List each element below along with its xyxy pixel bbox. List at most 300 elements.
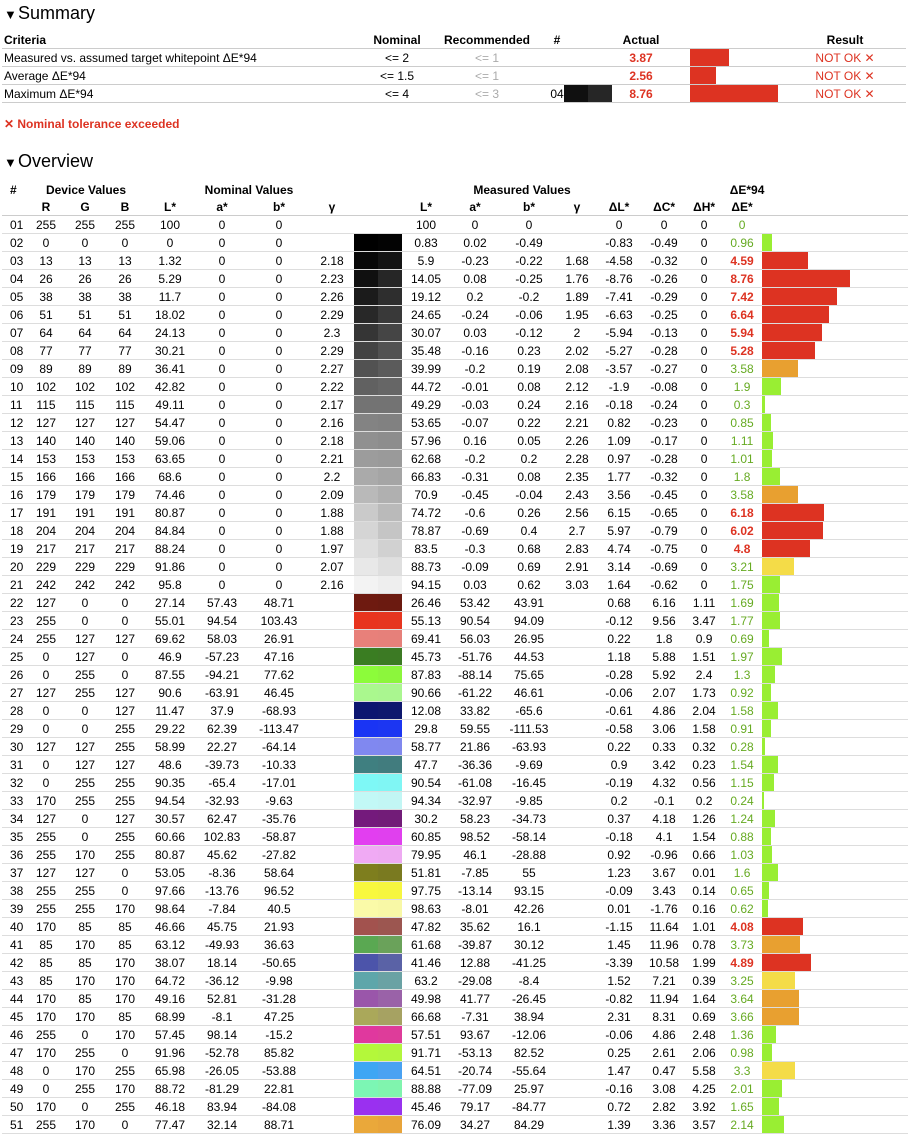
delta-e-bar-cell — [762, 738, 852, 756]
delta-e-bar-cell — [762, 486, 852, 504]
nominal-swatch — [354, 882, 378, 899]
delta-c-cell: -0.28 — [642, 342, 686, 360]
measured-a-cell: 93.67 — [450, 1026, 500, 1044]
nominal-swatch — [354, 684, 378, 701]
measured-b-cell: -9.69 — [500, 756, 558, 774]
device-b-cell: 255 — [106, 828, 144, 846]
delta-e-bar-cell — [762, 270, 852, 288]
nominal-l-cell: 91.96 — [144, 1044, 196, 1062]
measured-l-cell: 63.2 — [402, 972, 450, 990]
measured-a-cell: 0.2 — [450, 288, 500, 306]
delta-c-cell: 9.56 — [642, 612, 686, 630]
nominal-gamma-cell — [310, 216, 354, 234]
nominal-gamma-cell — [310, 864, 354, 882]
nominal-l-cell: 80.87 — [144, 846, 196, 864]
nominal-b-cell: -15.2 — [248, 1026, 310, 1044]
delta-e-bar-cell — [762, 792, 852, 810]
delta-e-cell: 0.88 — [722, 828, 762, 846]
delta-e-bar — [762, 810, 774, 827]
patch-number-cell: 01 — [2, 216, 28, 234]
overview-row — [2, 864, 908, 882]
device-g-cell: 255 — [64, 666, 106, 684]
device-b-cell: 127 — [106, 756, 144, 774]
delta-c-cell: 3.08 — [642, 1080, 686, 1098]
delta-l-cell: -1.9 — [596, 378, 642, 396]
color-swatch — [354, 918, 402, 936]
delta-e-cell: 3.3 — [722, 1062, 762, 1080]
nominal-gamma-cell — [310, 1116, 354, 1134]
measured-swatch — [378, 378, 402, 395]
criteria-cell: Measured vs. assumed target whitepoint ΔE*94 — [2, 49, 362, 67]
delta-h-cell: 0 — [686, 468, 722, 486]
measured-a-cell: -0.6 — [450, 504, 500, 522]
measured-a-cell: -0.2 — [450, 450, 500, 468]
delta-l-cell: 0.68 — [596, 594, 642, 612]
delta-e-bar-cell — [762, 1062, 852, 1080]
overview-row — [2, 504, 908, 522]
measured-l-cell: 24.65 — [402, 306, 450, 324]
delta-c-cell: 3.42 — [642, 756, 686, 774]
color-swatch — [354, 846, 402, 864]
nominal-swatch — [354, 990, 378, 1007]
measured-a-cell: -8.01 — [450, 900, 500, 918]
device-b-cell: 0 — [106, 1116, 144, 1134]
delta-l-cell: 1.77 — [596, 468, 642, 486]
nominal-swatch — [354, 936, 378, 953]
delta-c-cell: 4.18 — [642, 810, 686, 828]
delta-e-cell: 6.02 — [722, 522, 762, 540]
measured-b-cell: 0.69 — [500, 558, 558, 576]
nominal-a-cell: 0 — [196, 234, 248, 252]
measured-a-cell: -88.14 — [450, 666, 500, 684]
delta-e-cell: 0.28 — [722, 738, 762, 756]
result-cell: NOT OK ✕ — [784, 85, 906, 103]
color-swatch — [354, 810, 402, 828]
measured-l-cell: 91.71 — [402, 1044, 450, 1062]
nominal-a-cell: 0 — [196, 306, 248, 324]
delta-l-cell: 2.31 — [596, 1008, 642, 1026]
delta-e-bar — [762, 936, 799, 953]
device-b-cell: 140 — [106, 432, 144, 450]
delta-l-cell: 1.18 — [596, 648, 642, 666]
delta-e-bar-cell — [762, 972, 852, 990]
nominal-a-cell: -63.91 — [196, 684, 248, 702]
delta-e-bar-cell — [762, 846, 852, 864]
device-b-cell: 89 — [106, 360, 144, 378]
nominal-l-cell: 42.82 — [144, 378, 196, 396]
delta-l-cell: 0.97 — [596, 450, 642, 468]
device-g-cell: 255 — [64, 882, 106, 900]
nominal-gamma-cell — [310, 1008, 354, 1026]
delta-e-bar-cell — [762, 702, 852, 720]
device-g-cell: 0 — [64, 1026, 106, 1044]
nominal-a-cell: 62.47 — [196, 810, 248, 828]
delta-e-bar — [762, 306, 829, 323]
summary-heading[interactable] — [4, 3, 95, 24]
delta-c-cell: 3.67 — [642, 864, 686, 882]
patch-number-cell: 41 — [2, 936, 28, 954]
measured-swatch — [378, 306, 402, 323]
device-g-cell: 204 — [64, 522, 106, 540]
delta-e-bar — [762, 288, 837, 305]
device-r-cell: 255 — [28, 846, 64, 864]
color-swatch — [354, 684, 402, 702]
device-r-cell: 77 — [28, 342, 64, 360]
measured-a-cell: 35.62 — [450, 918, 500, 936]
nominal-l-cell: 55.01 — [144, 612, 196, 630]
measured-swatch — [378, 954, 402, 971]
color-swatch — [354, 288, 402, 306]
measured-swatch — [378, 684, 402, 701]
device-b-cell: 0 — [106, 1044, 144, 1062]
delta-h-cell: 1.01 — [686, 918, 722, 936]
nominal-a-cell: -49.93 — [196, 936, 248, 954]
delta-l-cell: -0.83 — [596, 234, 642, 252]
measured-gamma-cell: 2.91 — [558, 558, 596, 576]
device-r-cell: 0 — [28, 1080, 64, 1098]
collapse-triangle-icon[interactable]: ▼ — [4, 155, 17, 170]
delta-e-cell: 0.3 — [722, 396, 762, 414]
delta-e-bar-cell — [762, 666, 852, 684]
measured-a-cell: 0.03 — [450, 324, 500, 342]
nominal-b-cell: -58.87 — [248, 828, 310, 846]
nominal-l-cell: 59.06 — [144, 432, 196, 450]
delta-e-bar — [762, 738, 765, 755]
measured-b-cell: -58.14 — [500, 828, 558, 846]
nominal-b-cell: -27.82 — [248, 846, 310, 864]
patch-number-cell: 22 — [2, 594, 28, 612]
measured-b-cell: 25.97 — [500, 1080, 558, 1098]
measured-swatch — [378, 270, 402, 287]
patch-number-cell: 17 — [2, 504, 28, 522]
measured-gamma-cell — [558, 792, 596, 810]
nominal-b-cell: -9.98 — [248, 972, 310, 990]
delta-c-cell: -0.49 — [642, 234, 686, 252]
delta-e-cell: 0.92 — [722, 684, 762, 702]
measured-swatch — [378, 648, 402, 665]
actual-value-cell: 8.76 — [592, 85, 690, 103]
measured-swatch — [378, 756, 402, 773]
overview-row — [2, 396, 908, 414]
measured-a-cell: -0.24 — [450, 306, 500, 324]
delta-c-cell: 4.1 — [642, 828, 686, 846]
overview-row — [2, 756, 908, 774]
nominal-swatch — [354, 576, 378, 593]
measured-a-cell: 90.54 — [450, 612, 500, 630]
delta-e-cell: 1.11 — [722, 432, 762, 450]
measured-b-cell: -63.93 — [500, 738, 558, 756]
device-g-cell: 170 — [64, 972, 106, 990]
delta-h-cell: 0 — [686, 270, 722, 288]
color-swatch — [354, 756, 402, 774]
patch-number-cell: 20 — [2, 558, 28, 576]
measured-gamma-cell — [558, 756, 596, 774]
measured-a-cell: -7.31 — [450, 1008, 500, 1026]
color-swatch — [354, 360, 402, 378]
overview-row — [2, 702, 908, 720]
device-g-cell: 127 — [64, 756, 106, 774]
measured-l-cell: 47.7 — [402, 756, 450, 774]
nominal-l-cell: 90.35 — [144, 774, 196, 792]
nominal-gamma-cell — [310, 1044, 354, 1062]
device-b-cell: 85 — [106, 1008, 144, 1026]
delta-l-cell: -0.06 — [596, 1026, 642, 1044]
delta-h-cell: 2.04 — [686, 702, 722, 720]
delta-e-cell: 3.58 — [722, 360, 762, 378]
measured-l-cell: 78.87 — [402, 522, 450, 540]
nominal-l-header: L* — [144, 198, 196, 216]
device-g-cell: 255 — [64, 1080, 106, 1098]
nominal-swatch — [354, 1008, 378, 1025]
measured-swatch — [378, 342, 402, 359]
delta-h-cell: 0 — [686, 288, 722, 306]
nominal-gamma-cell — [310, 1080, 354, 1098]
nominal-swatch — [354, 774, 378, 791]
delta-h-cell: 0 — [686, 486, 722, 504]
nominal-gamma-cell: 2.17 — [310, 396, 354, 414]
device-r-cell: 217 — [28, 540, 64, 558]
measured-l-cell: 53.65 — [402, 414, 450, 432]
nominal-a-cell: -8.36 — [196, 864, 248, 882]
nominal-b-cell: 0 — [248, 576, 310, 594]
device-r-cell: 255 — [28, 828, 64, 846]
delta-e-cell: 0.96 — [722, 234, 762, 252]
measured-b-cell: 93.15 — [500, 882, 558, 900]
delta-h-cell: 0 — [686, 450, 722, 468]
delta-e-bar-cell — [762, 990, 852, 1008]
delta-e-bar-cell — [762, 756, 852, 774]
overview-row — [2, 324, 908, 342]
overview-row — [2, 900, 908, 918]
measured-b-cell: -55.64 — [500, 1062, 558, 1080]
device-r-cell: 127 — [28, 414, 64, 432]
nominal-l-cell: 30.57 — [144, 810, 196, 828]
patch-number-cell: 11 — [2, 396, 28, 414]
measured-l-cell: 94.34 — [402, 792, 450, 810]
overview-row — [2, 288, 908, 306]
overview-row — [2, 1116, 908, 1134]
delta-e-bar — [762, 468, 780, 485]
device-b-cell: 255 — [106, 774, 144, 792]
delta-l-cell: 0.92 — [596, 846, 642, 864]
delta-l-cell: 0.72 — [596, 1098, 642, 1116]
nominal-l-cell: 29.22 — [144, 720, 196, 738]
measured-b-cell: 0.2 — [500, 450, 558, 468]
delta-c-cell: 2.82 — [642, 1098, 686, 1116]
delta-h-cell: 0.32 — [686, 738, 722, 756]
nominal-b-cell: 96.52 — [248, 882, 310, 900]
delta-c-cell: -0.65 — [642, 504, 686, 522]
delta-e-bar — [762, 918, 803, 935]
measured-l-cell: 66.68 — [402, 1008, 450, 1026]
measured-b-cell: 43.91 — [500, 594, 558, 612]
nominal-gamma-cell: 2.23 — [310, 270, 354, 288]
delta-c-cell: 1.8 — [642, 630, 686, 648]
delta-l-cell: -8.76 — [596, 270, 642, 288]
device-b-cell: 102 — [106, 378, 144, 396]
delta-e-bar — [762, 270, 850, 287]
nominal-a-cell: -32.93 — [196, 792, 248, 810]
delta-c-cell: -0.28 — [642, 450, 686, 468]
device-b-cell: 13 — [106, 252, 144, 270]
overview-row — [2, 432, 908, 450]
measured-a-cell: 0 — [450, 216, 500, 234]
device-g-cell: 191 — [64, 504, 106, 522]
nominal-a-cell: 0 — [196, 522, 248, 540]
nominal-gamma-cell: 2.16 — [310, 576, 354, 594]
measured-a-cell: -53.13 — [450, 1044, 500, 1062]
device-b-cell: 191 — [106, 504, 144, 522]
delta-e-bar — [762, 1044, 772, 1061]
color-swatch — [354, 738, 402, 756]
delta-c-cell: 4.86 — [642, 1026, 686, 1044]
nominal-b-cell: 103.43 — [248, 612, 310, 630]
nominal-swatch — [354, 360, 378, 377]
delta-e-bar — [762, 864, 778, 881]
nominal-b-cell: -64.14 — [248, 738, 310, 756]
measured-swatch — [378, 396, 402, 413]
nominal-a-header: a* — [196, 198, 248, 216]
delta-e-sub-header: ΔE* — [722, 198, 762, 216]
delta-e-bar — [762, 900, 768, 917]
nominal-swatch — [354, 702, 378, 719]
patch-swatch — [572, 67, 592, 85]
delta-h-cell: 1.11 — [686, 594, 722, 612]
patch-number-cell: 06 — [2, 306, 28, 324]
nominal-swatch — [354, 504, 378, 521]
device-r-cell: 0 — [28, 702, 64, 720]
delta-e-bar — [762, 594, 779, 611]
patch-number-header: # — [10, 182, 17, 197]
measured-l-cell: 0.83 — [402, 234, 450, 252]
measured-b-cell: -0.06 — [500, 306, 558, 324]
measured-b-cell: -41.25 — [500, 954, 558, 972]
measured-gamma-cell: 2.16 — [558, 396, 596, 414]
device-b-cell: 127 — [106, 810, 144, 828]
collapse-triangle-icon[interactable]: ▼ — [4, 7, 17, 22]
nominal-l-cell: 88.24 — [144, 540, 196, 558]
color-swatch — [354, 936, 402, 954]
overview-heading[interactable] — [4, 151, 93, 172]
delta-h-cell: 0.78 — [686, 936, 722, 954]
nominal-cell: <= 4 — [362, 85, 432, 103]
device-r-cell: 85 — [28, 954, 64, 972]
device-r-cell: 140 — [28, 432, 64, 450]
patch-number-cell: 25 — [2, 648, 28, 666]
measured-gamma-cell — [558, 990, 596, 1008]
measured-swatch — [378, 504, 402, 521]
delta-e-bar — [762, 450, 772, 467]
delta-l-cell: 0.82 — [596, 414, 642, 432]
device-g-cell: 127 — [64, 414, 106, 432]
nominal-swatch — [354, 1098, 378, 1115]
device-g-cell: 102 — [64, 378, 106, 396]
measured-l-cell: 47.82 — [402, 918, 450, 936]
delta-e-bar-cell — [762, 432, 852, 450]
delta-e-cell: 2.01 — [722, 1080, 762, 1098]
measured-b-cell: 75.65 — [500, 666, 558, 684]
measured-l-cell: 94.15 — [402, 576, 450, 594]
measured-a-cell: -0.31 — [450, 468, 500, 486]
device-b-cell: 0 — [106, 666, 144, 684]
nominal-a-cell: -57.23 — [196, 648, 248, 666]
measured-b-cell: -8.4 — [500, 972, 558, 990]
delta-e-bar — [762, 828, 771, 845]
measured-swatch — [378, 702, 402, 719]
nominal-l-cell: 11.7 — [144, 288, 196, 306]
nominal-b-cell: 0 — [248, 468, 310, 486]
delta-e-cell: 3.73 — [722, 936, 762, 954]
nominal-gamma-cell: 2.29 — [310, 342, 354, 360]
delta-c-cell: 5.88 — [642, 648, 686, 666]
overview-row — [2, 414, 908, 432]
measured-swatch — [378, 936, 402, 953]
color-swatch — [354, 972, 402, 990]
delta-e-bar — [762, 576, 780, 593]
delta-h-cell: 0.69 — [686, 1008, 722, 1026]
device-b-cell: 38 — [106, 288, 144, 306]
measured-swatch — [378, 216, 402, 233]
device-g-cell: 127 — [64, 648, 106, 666]
delta-e-bar — [762, 702, 778, 719]
nominal-b-cell: 40.5 — [248, 900, 310, 918]
nominal-a-cell: 94.54 — [196, 612, 248, 630]
nominal-swatch — [354, 1062, 378, 1079]
overview-row — [2, 774, 908, 792]
measured-swatch — [378, 324, 402, 341]
device-r-cell: 127 — [28, 594, 64, 612]
nominal-swatch — [354, 810, 378, 827]
device-b-cell: 255 — [106, 792, 144, 810]
delta-e-cell: 1.65 — [722, 1098, 762, 1116]
measured-b-cell: 0.68 — [500, 540, 558, 558]
measured-gamma-cell — [558, 1008, 596, 1026]
measured-l-cell: 45.46 — [402, 1098, 450, 1116]
measured-a-cell: -29.08 — [450, 972, 500, 990]
device-r-cell: 0 — [28, 648, 64, 666]
delta-e-cell: 0.98 — [722, 1044, 762, 1062]
measured-a-cell: 41.77 — [450, 990, 500, 1008]
result-header: Result — [784, 31, 906, 49]
nominal-a-cell: 0 — [196, 396, 248, 414]
measured-b-cell: 0.26 — [500, 504, 558, 522]
recommended-cell: <= 1 — [432, 49, 542, 67]
device-r-cell: 170 — [28, 1098, 64, 1116]
nominal-gamma-cell — [310, 234, 354, 252]
nominal-b-cell: 0 — [248, 288, 310, 306]
nominal-swatch — [354, 918, 378, 935]
nominal-gamma-header: γ — [310, 198, 354, 216]
measured-gamma-cell — [558, 882, 596, 900]
measured-swatch — [378, 1062, 402, 1079]
patch-number-cell: 34 — [2, 810, 28, 828]
nominal-swatch — [354, 252, 378, 269]
delta-e-bar-cell — [762, 882, 852, 900]
summary-row — [2, 85, 906, 103]
patch-number-cell: 46 — [2, 1026, 28, 1044]
nominal-swatch — [354, 288, 378, 305]
nominal-b-cell: 26.91 — [248, 630, 310, 648]
delta-e-cell: 3.66 — [722, 1008, 762, 1026]
overview-row — [2, 810, 908, 828]
device-r-cell: 166 — [28, 468, 64, 486]
nominal-gamma-cell — [310, 756, 354, 774]
device-g-cell: 153 — [64, 450, 106, 468]
delta-e-cell: 0.69 — [722, 630, 762, 648]
device-r-cell: 229 — [28, 558, 64, 576]
delta-e-cell: 1.69 — [722, 594, 762, 612]
nominal-a-cell: -26.05 — [196, 1062, 248, 1080]
